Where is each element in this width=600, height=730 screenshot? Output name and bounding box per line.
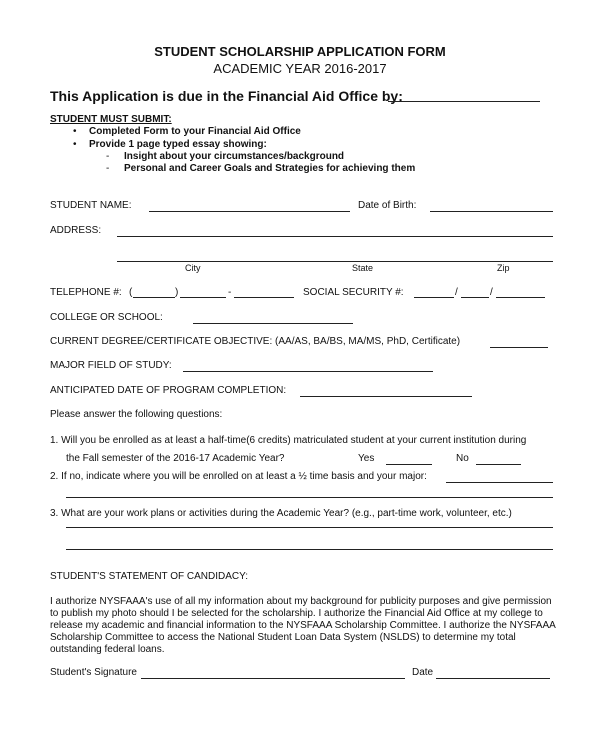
completion-label: ANTICIPATED DATE OF PROGRAM COMPLETION: bbox=[50, 385, 287, 396]
question-3-field-2[interactable] bbox=[66, 549, 553, 550]
telephone-area-code-field[interactable] bbox=[133, 297, 175, 298]
question-3-field-1[interactable] bbox=[66, 527, 553, 528]
question-2: 2. If no, indicate where you will be enrolled on at least a ½ time basis and your major: bbox=[50, 471, 427, 482]
requirement-item: Completed Form to your Financial Aid Office bbox=[89, 126, 301, 137]
questions-intro: Please answer the following questions: bbox=[50, 409, 223, 420]
tel-open-paren: ( bbox=[129, 287, 133, 298]
address-line-2[interactable] bbox=[117, 261, 553, 262]
signature-field[interactable] bbox=[141, 678, 405, 679]
telephone-number-field[interactable] bbox=[234, 297, 294, 298]
bullet-icon: • bbox=[73, 126, 77, 137]
question-3: 3. What are your work plans or activities during the Academic Year? (e.g., part-time work, volunteer, etc.) bbox=[50, 508, 512, 519]
telephone-prefix-field[interactable] bbox=[180, 297, 226, 298]
degree-field[interactable] bbox=[490, 347, 548, 348]
form-subtitle: ACADEMIC YEAR 2016-2017 bbox=[213, 61, 387, 76]
question-1-line-2: the Fall semester of the 2016-17 Academic Year? bbox=[66, 453, 285, 464]
requirements-heading: STUDENT MUST SUBMIT: bbox=[50, 114, 172, 125]
degree-label: CURRENT DEGREE/CERTIFICATE OBJECTIVE: (AA/AS, BA/BS, MA/MS, PhD, Certificate) bbox=[50, 336, 461, 347]
candidacy-heading: STUDENT'S STATEMENT OF CANDIDACY: bbox=[50, 571, 249, 582]
question-1-line-1: 1. Will you be enrolled as at least a half-time(6 credits) matriculated student at your current institution during bbox=[50, 435, 527, 446]
no-field[interactable] bbox=[476, 464, 521, 465]
dob-field[interactable] bbox=[430, 211, 553, 212]
dob-label: Date of Birth: bbox=[358, 200, 417, 211]
ssn-part-1-field[interactable] bbox=[414, 297, 454, 298]
requirement-subitem: Insight about your circumstances/background bbox=[124, 151, 345, 162]
completion-field[interactable] bbox=[300, 396, 472, 397]
question-2-field[interactable] bbox=[66, 497, 553, 498]
student-name-field[interactable] bbox=[149, 211, 350, 212]
state-caption: State bbox=[352, 263, 374, 273]
form-title: STUDENT SCHOLARSHIP APPLICATION FORM bbox=[154, 44, 446, 59]
date-field[interactable] bbox=[436, 678, 550, 679]
college-field[interactable] bbox=[193, 323, 353, 324]
no-label: No bbox=[456, 453, 469, 464]
yes-field[interactable] bbox=[386, 464, 432, 465]
college-label: COLLEGE OR SCHOOL: bbox=[50, 312, 163, 323]
signature-label: Student's Signature bbox=[50, 667, 137, 678]
date-label: Date bbox=[412, 667, 434, 678]
yes-label: Yes bbox=[358, 453, 375, 464]
ssn-part-3-field[interactable] bbox=[496, 297, 545, 298]
dash-icon: - bbox=[106, 163, 110, 174]
major-field[interactable] bbox=[183, 371, 433, 372]
major-label: MAJOR FIELD OF STUDY: bbox=[50, 360, 172, 371]
zip-caption: Zip bbox=[497, 263, 510, 273]
ssn-label: SOCIAL SECURITY #: bbox=[303, 287, 404, 298]
question-2-field-inline[interactable] bbox=[446, 482, 553, 483]
address-line-1[interactable] bbox=[117, 236, 553, 237]
due-date-label: This Application is due in the Financial Aid Office by: bbox=[50, 88, 403, 104]
requirement-subitem: Personal and Career Goals and Strategies for achieving them bbox=[124, 163, 416, 174]
ssn-slash-1: / bbox=[455, 287, 458, 298]
address-label: ADDRESS: bbox=[50, 225, 102, 236]
ssn-slash-2: / bbox=[490, 287, 493, 298]
bullet-icon: • bbox=[73, 139, 77, 150]
requirement-item: Provide 1 page typed essay showing: bbox=[89, 139, 267, 150]
student-name-label: STUDENT NAME: bbox=[50, 200, 132, 211]
dash-icon: - bbox=[106, 151, 110, 162]
city-caption: City bbox=[185, 263, 201, 273]
telephone-label: TELEPHONE #: bbox=[50, 287, 122, 298]
candidacy-statement: I authorize NYSFAAA's use of all my information about my background for publicity purposes and give permission to publish my photo should I be selected for the scholarship. I authorize the Financial Aid Office at my college to release my academic and financial information to the NYSFAAA Scholarship Committee. I authorize the NYSFAAA Scholarship Committee to access the National Student Loan Data System (NSLDS) to determine my total outstanding federal loans. bbox=[50, 596, 556, 655]
due-date-line[interactable] bbox=[388, 101, 540, 102]
tel-close-paren: ) bbox=[175, 287, 179, 298]
ssn-part-2-field[interactable] bbox=[461, 297, 489, 298]
tel-dash: - bbox=[228, 287, 232, 298]
